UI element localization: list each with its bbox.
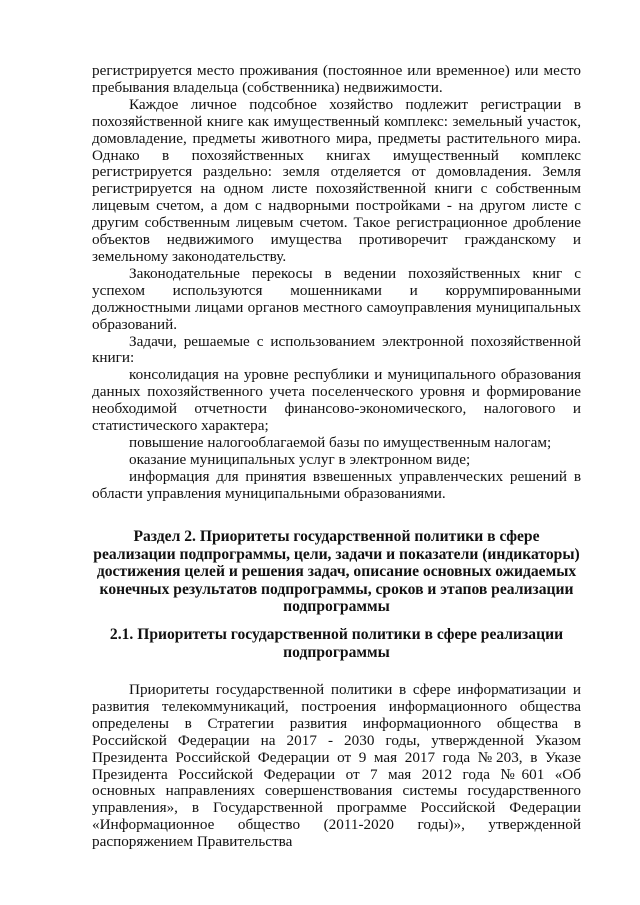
paragraph-priorities: Приоритеты государственной политики в сфере информатизации и развития телекоммуникаций, построения информационного общества определены в Стратегии развития информационного общества в Российской Федерации на 2017 - 2030 годы, утвержденной Указом Президента Российской Федерации от 9 мая 2017 года №203, в Указе Президента Российской Федерации от 7 мая 2012 года №601 «Об основных направлениях совершенствования системы государственного управления», в Государственной программе Российской Федерации «Информационное общество (2011-2020 годы)», утвержденной распоряжением Правительства bbox=[92, 681, 581, 851]
subsection-heading: 2.1. Приоритеты государственной политики в сфере реализации подпрограммы bbox=[109, 626, 564, 661]
list-item-information: информация для принятия взвешенных управленческих решений в области управления муниципальными образованиями. bbox=[92, 467, 581, 502]
paragraph-tasks-intro: Задачи, решаемые с использованием электронной похозяйственной книги: bbox=[92, 332, 581, 367]
section-heading: Раздел 2. Приоритеты государственной политики в сфере реализации подпрограммы, цели, задачи и показатели (индикаторы) достижения целей и решения задач, описание основных ожидаемых конечных результатов подпрограммы, сроков и этапов реализации подпрограммы bbox=[93, 528, 580, 616]
list-item-tax-base: повышение налогооблагаемой базы по имущественным налогам; bbox=[129, 433, 552, 451]
paragraph-registration: Каждое личное подсобное хозяйство подлежит регистрации в похозяйственной книге как имущественный комплекс: земельный участок, домовладение, предметы животного мира, предметы растительного мира. Однако в похозяйственных книгах имущественный комплекс регистрируется раздельно: земля отделяется от домовладения. Земля регистрируется на одном листе похозяйственной книги с собственным лицевым счетом, а дом с надворными постройками - на другом листе с другим собственным лицевым счетом. Такое регистрационное дробление объектов недвижимого имущества противоречит гражданскому и земельному законодательству. bbox=[92, 95, 581, 265]
body-text-bottom bbox=[92, 682, 581, 851]
body-text-top bbox=[92, 63, 581, 503]
list-item-consolidation: консолидация на уровне республики и муниципального образования данных похозяйственного учета поселенческого уровня и формирование необходимой отчетности финансово-экономического, налогового и статистического характера; bbox=[92, 366, 581, 435]
list-item-services: оказание муниципальных услуг в электронном виде; bbox=[129, 450, 471, 468]
paragraph-continuation: регистрируется место проживания (постоянное или временное) или место пребывания владельца (собственника) недвижимости. bbox=[92, 62, 581, 96]
paragraph-legislative: Законодательные перекосы в ведении похозяйственных книг с успехом используются мошенниками и коррумпированными должностными лицами органов местного самоуправления муниципальных образований. bbox=[92, 264, 581, 333]
